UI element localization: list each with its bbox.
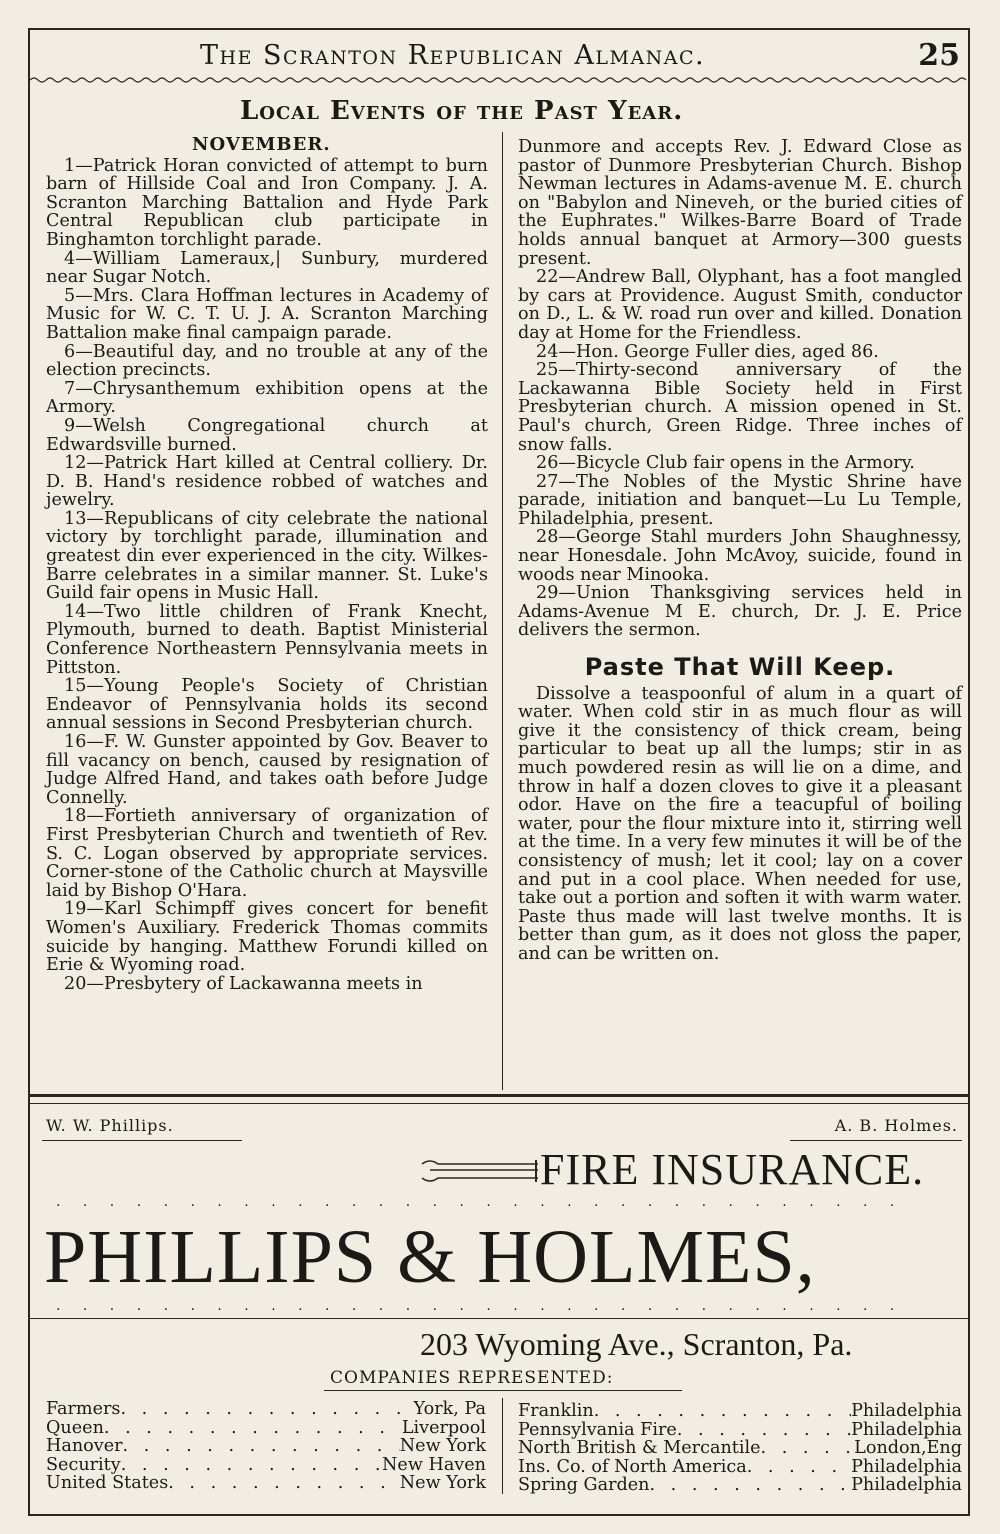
company-city: New Haven — [382, 1454, 486, 1475]
companies-heading-underline — [324, 1390, 682, 1391]
company-city: York, Pa — [413, 1399, 486, 1419]
firm-name: PHILLIPS & HOLMES, — [44, 1215, 816, 1299]
event-entry: 4—William Lameraux,| Sunbury, murdered near Sugar Notch. — [46, 248, 488, 288]
event-entry: 19—Karl Schimpff gives concert for benefit Women's Auxiliary. Frederick Thomas commits suicide by hanging. Matthew Forundi killed on Erie & Wyoming road. — [46, 899, 488, 976]
company-name: Farmers — [46, 1399, 121, 1419]
company-name: Queen — [46, 1417, 104, 1438]
event-entry: 29—Union Thanksgiving services held in Adams-Avenue M E. church, Dr. J. E. Price delivers the sermon. — [518, 583, 962, 641]
event-entry: 12—Patrick Hart killed at Central colliery. Dr. D. B. Hand's residence robbed of watches and jewelry. — [46, 453, 488, 511]
leader-dots — [594, 1402, 851, 1421]
event-entry: 24—Hon. George Fuller dies, aged 86. — [536, 341, 879, 362]
company-city: Philadelphia — [851, 1475, 962, 1496]
partner-left-underline — [42, 1140, 242, 1141]
section-title: Local Events of the Past Year. — [240, 96, 684, 126]
leader-dots — [650, 1476, 852, 1495]
month-heading: NOVEMBER. — [192, 134, 331, 155]
company-row — [46, 1419, 486, 1438]
event-entry: 13—Republicans of city celebrate the national victory by torchlight parade, illumination and greatest din ever experienced in the city. Wilkes-Barre celebrates in a similar manner. St. Luke's Guild fair opens in Music Hall. — [46, 508, 488, 604]
partner-right-underline — [790, 1140, 962, 1141]
event-entry: 18—Fortieth anniversary of organization of First Presbyterian Church and twentieth of Rev. S. C. Logan observed by appropriate services. Corner-stone of the Catholic church at Maysville laid by Bishop O'Hara. — [46, 806, 488, 901]
company-row — [518, 1421, 962, 1440]
company-name: Security — [46, 1454, 121, 1475]
leader-dots — [123, 1437, 400, 1456]
company-city: New York — [399, 1436, 486, 1457]
company-city: New York — [399, 1473, 486, 1494]
event-entry: 6—Beautiful day, and no trouble at any of the election precincts. — [46, 341, 488, 381]
leader-dots — [121, 1456, 382, 1475]
leader-dots — [761, 1439, 855, 1458]
event-entry: 20—Presbytery of Lackawanna meets in — [64, 973, 423, 994]
right-column — [518, 138, 962, 964]
company-row — [46, 1456, 486, 1475]
company-name: United States — [46, 1473, 169, 1494]
companies-heading: COMPANIES REPRESENTED: — [330, 1368, 614, 1388]
event-entry: 25—Thirty-second anniversary of the Lackawanna Bible Society held in First Presbyterian church. A mission opened in St. Paul's church, Green Ridge. Three inches of snow falls. — [518, 360, 962, 455]
companies-divider — [502, 1398, 503, 1494]
event-continuation: Dunmore and accepts Rev. J. Edward Close as pastor of Dunmore Presbyterian Church. Bishop Newman lectures in Adams-avenue M. E. church on "Babylon and Nineveh, or the buried cities of the Euphrates." Wilkes-Barre Board of Trade holds annual banquet at Armory—300 guests present. — [518, 137, 962, 269]
company-city: London,Eng — [854, 1438, 962, 1459]
event-entry: 1—Patrick Horan convicted of attempt to burn barn of Hillside Coal and Iron Company. J. A. Scranton Marching Battalion and Hyde Park Central Republican club participate in Binghamton torchlight parade. — [46, 155, 488, 250]
event-entry: 26—Bicycle Club fair opens in the Armory. — [536, 453, 915, 474]
company-row — [46, 1437, 486, 1456]
company-name: Franklin — [518, 1401, 594, 1421]
companies-list-right — [518, 1402, 962, 1495]
company-city: Philadelphia — [851, 1419, 962, 1440]
event-entry: 5—Mrs. Clara Hoffman lectures in Academy of Music for W. C. T. U. J. A. Scranton Marching Battalion make final campaign parade. — [46, 285, 488, 343]
company-city: Liverpool — [401, 1417, 486, 1438]
company-city: Philadelphia — [851, 1456, 962, 1477]
paste-recipe-body: Dissolve a teaspoonful of alum in a quart of water. When cold stir in as much flour as will give it the consistency of thick cream, being particular to beat up all the lumps; stir in as much powdered resin as will lie on a dime, and throw in half a dozen cloves to give it a pleasant odor. Have on the fire a teacupful of boiling water, pour the flour mixture into it, stirring well at the time. In a very few minutes it will be of the consistency of mush; let it cool; lay on a cover and put in a cool place. When needed for use, take out a portion and soften it with warm water. Paste thus made will last twelve months. It is better than gum, as it does not gloss the paper, and can be written on. — [518, 683, 962, 964]
company-city: Philadelphia — [851, 1401, 962, 1421]
company-name: Ins. Co. of North America — [518, 1456, 747, 1477]
ad-mid-rule — [30, 1318, 968, 1320]
wavy-rule — [30, 76, 968, 84]
company-row — [518, 1458, 962, 1477]
partner-left: W. W. Phillips. — [46, 1116, 174, 1135]
fire-insurance-headline: FIRE INSURANCE. — [540, 1145, 925, 1194]
partner-right: A. B. Holmes. — [834, 1116, 958, 1135]
company-name: Hanover — [46, 1436, 123, 1457]
company-row — [518, 1402, 962, 1421]
event-entry: 16—F. W. Gunster appointed by Gov. Beaver to fill vacancy on bench, caused by resignation of Judge Alfred Hand, and takes oath before Judge Connelly. — [46, 732, 488, 808]
company-row — [518, 1439, 962, 1458]
companies-list-left — [46, 1400, 486, 1493]
event-entry: 15—Young People's Society of Christian Endeavor of Pennsylvania holds its second annual sessions in Second Presbyterian church. — [46, 676, 488, 734]
event-entry: 9—Welsh Congregational church at Edwardsville burned. — [46, 415, 488, 455]
dotted-rule: . . . . . . . . . . . . . . . . . . . . . . . . . . . . . . . . — [56, 1298, 904, 1314]
firm-address: 203 Wyoming Ave., Scranton, Pa. — [420, 1326, 853, 1362]
event-entry: 28—George Stahl murders John Shaughnessy, near Honesdale. John McAvoy, suicide, found in woods near Minooka. — [518, 527, 962, 585]
flourish-ornament — [420, 1156, 540, 1186]
company-name: North British & Mercantile — [518, 1438, 761, 1459]
paste-recipe-title: Paste That Will Keep. — [584, 653, 896, 682]
dotted-rule: . . . . . . . . . . . . . . . . . . . . . . . . . . . . . . . . — [56, 1194, 904, 1210]
leader-dots — [104, 1419, 402, 1438]
ad-top-rule — [30, 1094, 968, 1104]
leader-dots — [677, 1421, 851, 1440]
company-name: Spring Garden — [518, 1475, 650, 1496]
left-column — [46, 136, 488, 993]
leader-dots — [120, 1400, 413, 1419]
page-number: 25 — [918, 38, 960, 73]
company-name: Pennsylvania Fire — [518, 1419, 677, 1440]
event-entry: 27—The Nobles of the Mystic Shrine have parade, initiation and banquet—Lu Lu Temple, Philadelphia, present. — [518, 471, 962, 529]
almanac-title: The Scranton Republican Almanac. — [200, 40, 706, 71]
company-row — [518, 1476, 962, 1495]
leader-dots — [747, 1458, 851, 1477]
company-row — [46, 1400, 486, 1419]
column-divider — [502, 132, 503, 1090]
company-row — [46, 1474, 486, 1493]
event-entry: 7—Chrysanthemum exhibition opens at the Armory. — [46, 378, 488, 418]
leader-dots — [168, 1474, 400, 1493]
event-entry: 22—Andrew Ball, Olyphant, has a foot mangled by cars at Providence. August Smith, conductor on D., L. & W. road run over and killed. Donation day at Home for the Friendless. — [518, 267, 962, 343]
running-head — [30, 38, 968, 78]
event-entry: 14—Two little children of Frank Knecht, Plymouth, burned to death. Baptist Ministerial Conference Northeastern Pennsylvania meets in Pittston. — [46, 601, 488, 678]
